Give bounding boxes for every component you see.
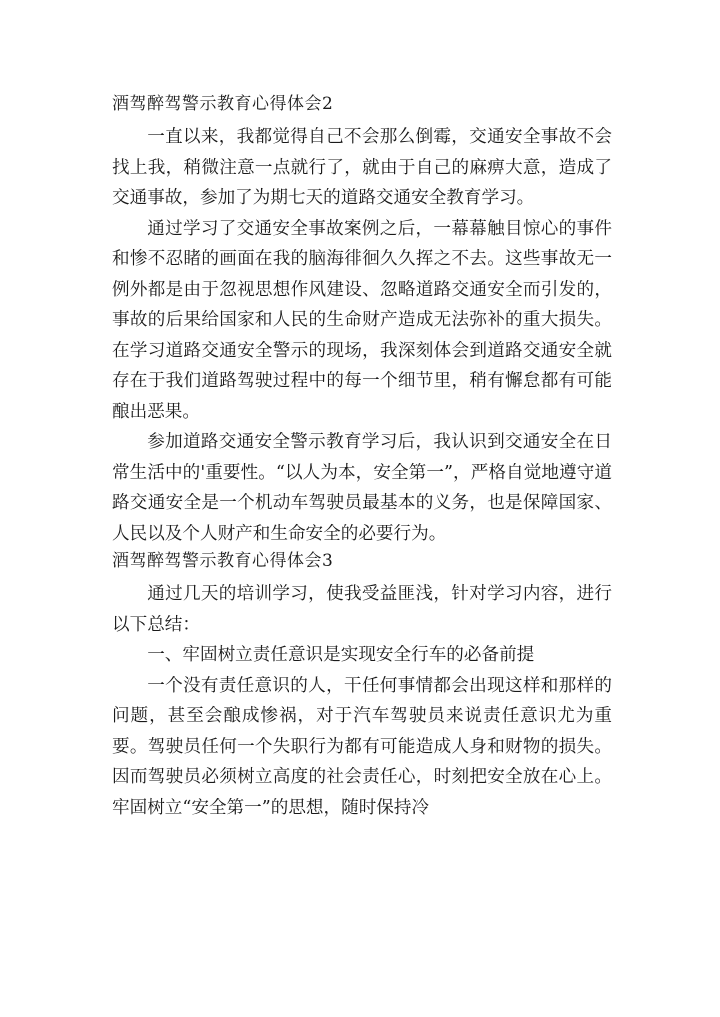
paragraph: 一个没有责任意识的人，干任何事情都会出现这样和那样的问题，甚至会酿成惨祸，对于汽车驾驶员来说责任意识尤为重要。驾驶员任何一个失职行为都有可能造成人身和财物的损失。因而驾驶员必须树立高度的社会责任心，时刻把安全放在心上。牢固树立“安全第一”的思想，随时保持冷 xyxy=(112,675,612,818)
document-page xyxy=(112,92,612,823)
section-3 xyxy=(112,549,612,823)
paragraph: 参加道路交通安全警示教育学习后，我认识到交通安全在日常生活中的'重要性。“以人为本，安全第一”，严格自觉地遵守道路交通安全是一个机动车驾驶员最基本的义务，也是保障国家、人民以及个人财产和生命安全的必要行为。 xyxy=(112,432,612,544)
paragraph: 一直以来，我都觉得自己不会那么倒霉，交通安全事故不会找上我，稍微注意一点就行了，就由于自己的麻痹大意，造成了交通事故，参加了为期七天的道路交通安全教育学习。 xyxy=(112,127,612,208)
paragraph: 通过几天的培训学习，使我受益匪浅，针对学习内容，进行以下总结： xyxy=(112,584,612,635)
section-2 xyxy=(112,92,612,549)
subheading-paragraph: 一、牢固树立责任意识是实现安全行车的必备前提 xyxy=(147,645,535,665)
paragraph: 通过学习了交通安全事故案例之后，一幕幕触目惊心的事件和惨不忍睹的画面在我的脑海徘徊久久挥之不去。这些事故无一例外都是由于忽视思想作风建设、忽略道路交通安全而引发的，事故的后果给国家和人民的生命财产造成无法弥补的重大损失。在学习道路交通安全警示的现场，我深刻体会到道路交通安全就存在于我们道路驾驶过程中的每一个细节里，稍有懈怠都有可能酿出恶果。 xyxy=(112,218,612,422)
section-heading: 酒驾醉驾警示教育心得体会2 xyxy=(112,94,334,114)
section-heading: 酒驾醉驾警示教育心得体会3 xyxy=(112,551,334,571)
